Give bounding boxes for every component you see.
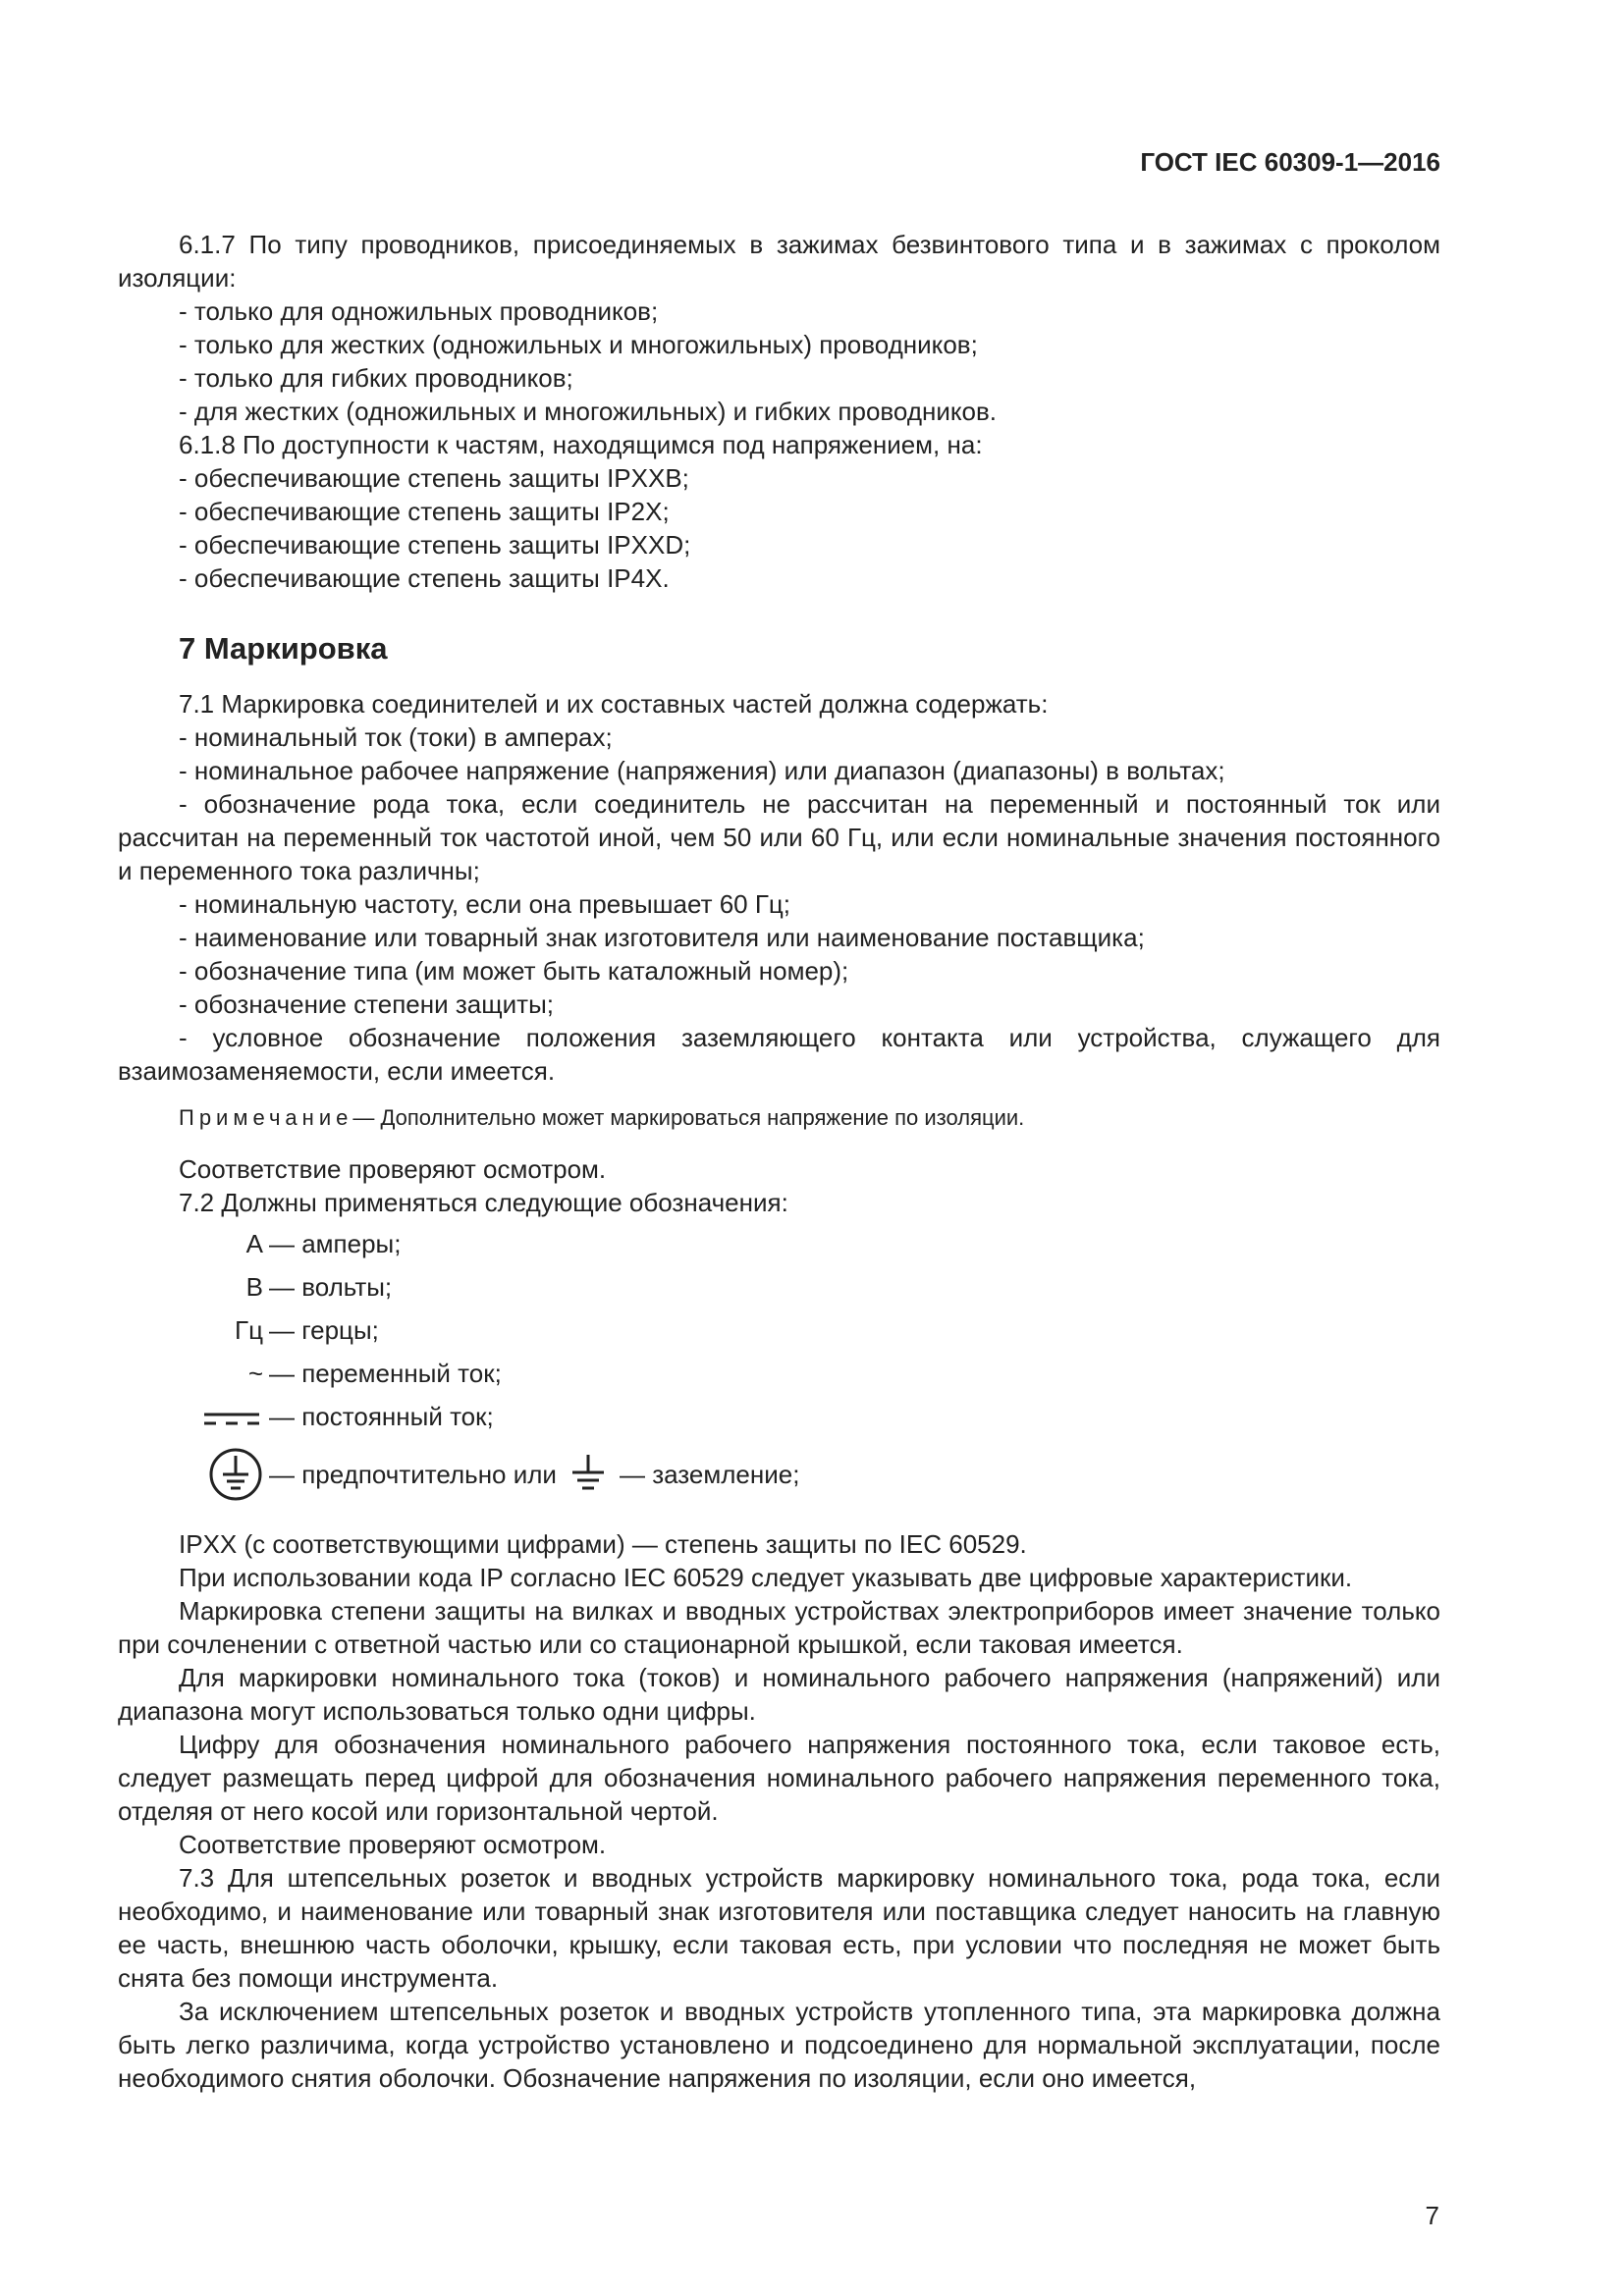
compliance-check: Соответствие проверяют осмотром. xyxy=(179,1154,607,1184)
list-item: - только для гибких проводников; xyxy=(179,363,573,393)
list-item: - обеспечивающие степень защиты IP4X. xyxy=(179,563,670,593)
list-item: - номинальный ток (токи) в амперах; xyxy=(179,722,613,752)
paragraph: Цифру для обозначения номинального рабочего напряжения постоянного тока, если таковое есть, следует размещать перед цифрой для обозначения номинального рабочего напряжения переменного тока, отделяя от него косой или горизонтальной чертой. xyxy=(118,1730,1440,1826)
list-item: - наименование или товарный знак изготовителя или наименование поставщика; xyxy=(179,923,1145,952)
symbol-row-volt xyxy=(118,1270,1440,1304)
list-item: - обозначение типа (им может быть каталожный номер); xyxy=(179,956,849,986)
dc-icon xyxy=(179,1400,269,1433)
paragraph: Маркировка степени защиты на вилках и вводных устройствах электроприборов имеет значение только при сочленении с ответной частью или со стационарной крышкой, если таковая имеется. xyxy=(118,1596,1440,1659)
ac-symbol: ~ xyxy=(247,1359,263,1388)
symbol-row-dc xyxy=(118,1400,1440,1433)
paragraph: При использовании кода IP согласно IEC 60529 следует указывать две цифровые характеристики. xyxy=(179,1563,1353,1592)
note-label: Примечание xyxy=(179,1105,353,1130)
list-item: - обеспечивающие степень защиты IP2X; xyxy=(179,497,670,526)
note-text: — Дополнительно может маркироваться напряжение по изоляции. xyxy=(352,1105,1025,1130)
page-number: 7 xyxy=(1425,2201,1439,2230)
hertz-symbol: Гц xyxy=(235,1315,263,1345)
list-item: - обеспечивающие степень защиты IPXXB; xyxy=(179,463,689,493)
list-item: - только для жестких (одножильных и многожильных) проводников; xyxy=(179,330,978,359)
section-7-1-lead: 7.1 Маркировка соединителей и их составных частей должна содержать: xyxy=(179,689,1049,719)
volt-description: — вольты; xyxy=(269,1272,393,1302)
document-body xyxy=(118,228,1440,2095)
document-header: ГОСТ IEC 60309-1—2016 xyxy=(1140,147,1440,177)
protective-earth-icon xyxy=(179,1447,269,1502)
symbol-row-earth xyxy=(118,1447,1440,1502)
dc-description: — постоянный ток; xyxy=(269,1402,494,1431)
paragraph: 7.3 Для штепсельных розеток и вводных устройств маркировку номинального тока, рода тока, если необходимо, и наименование или товарный знак изготовителя или поставщика следует наносить на главную ее часть, внешнюю часть оболочки, крышку, если таковая есть, при условии что последняя не может быть снята без помощи инструмента. xyxy=(118,1863,1440,1993)
symbol-row-ampere xyxy=(118,1227,1440,1260)
section-6-1-7-lead: 6.1.7 По типу проводников, присоединяемых в зажимах безвинтового типа и в зажимах с проколом изоляции: xyxy=(118,230,1440,293)
ac-description: — переменный ток; xyxy=(269,1359,502,1388)
volt-symbol: В xyxy=(245,1272,263,1302)
section-heading-7: 7 Маркировка xyxy=(179,631,388,666)
list-item: - обозначение степени защиты; xyxy=(179,989,554,1019)
section-7-2-lead: 7.2 Должны применяться следующие обозначения: xyxy=(179,1188,788,1217)
hertz-description: — герцы; xyxy=(269,1315,379,1345)
list-item: - номинальную частоту, если она превышает 60 Гц; xyxy=(179,889,791,919)
list-item: - только для одножильных проводников; xyxy=(179,296,659,326)
paragraph: Для маркировки номинального тока (токов) и номинального рабочего напряжения (напряжений) или диапазона могут использоваться только одни цифры. xyxy=(118,1663,1440,1726)
paragraph: За исключением штепсельных розеток и вводных устройств утопленного типа, эта маркировка должна быть легко различима, когда устройство установлено и подсоединено для нормальной эксплуатации, после необходимого снятия оболочки. Обозначение напряжения по изоляции, если оно имеется, xyxy=(118,1997,1440,2093)
paragraph: Соответствие проверяют осмотром. xyxy=(179,1830,607,1859)
note xyxy=(118,1101,1440,1135)
list-item: - обеспечивающие степень защиты IPXXD; xyxy=(179,530,691,560)
list-item: - номинальное рабочее напряжение (напряжения) или диапазон (диапазоны) в вольтах; xyxy=(179,756,1225,785)
symbol-row-ac xyxy=(118,1357,1440,1390)
ampere-symbol: А xyxy=(245,1229,263,1258)
symbol-row-hertz xyxy=(118,1313,1440,1347)
earth-preferred-text: — предпочтительно или xyxy=(269,1460,557,1489)
earth-description: — заземление; xyxy=(619,1460,800,1489)
list-item: - условное обозначение положения заземляющего контакта или устройства, служащего для взаимозаменяемости, если имеется. xyxy=(118,1023,1440,1086)
list-item: - обозначение рода тока, если соединитель не рассчитан на переменный и постоянный ток или рассчитан на переменный ток частотой иной, чем 50 или 60 Гц, или если номинальные значения постоянного и переменного тока различны; xyxy=(118,789,1440,885)
section-6-1-8-lead: 6.1.8 По доступности к частям, находящимся под напряжением, на: xyxy=(179,430,983,459)
earth-icon xyxy=(567,1453,610,1496)
paragraph: IPXX (с соответствующими цифрами) — степень защиты по IEC 60529. xyxy=(179,1529,1027,1559)
list-item: - для жестких (одножильных и многожильных) и гибких проводников. xyxy=(179,397,998,426)
ampere-description: — амперы; xyxy=(269,1229,402,1258)
